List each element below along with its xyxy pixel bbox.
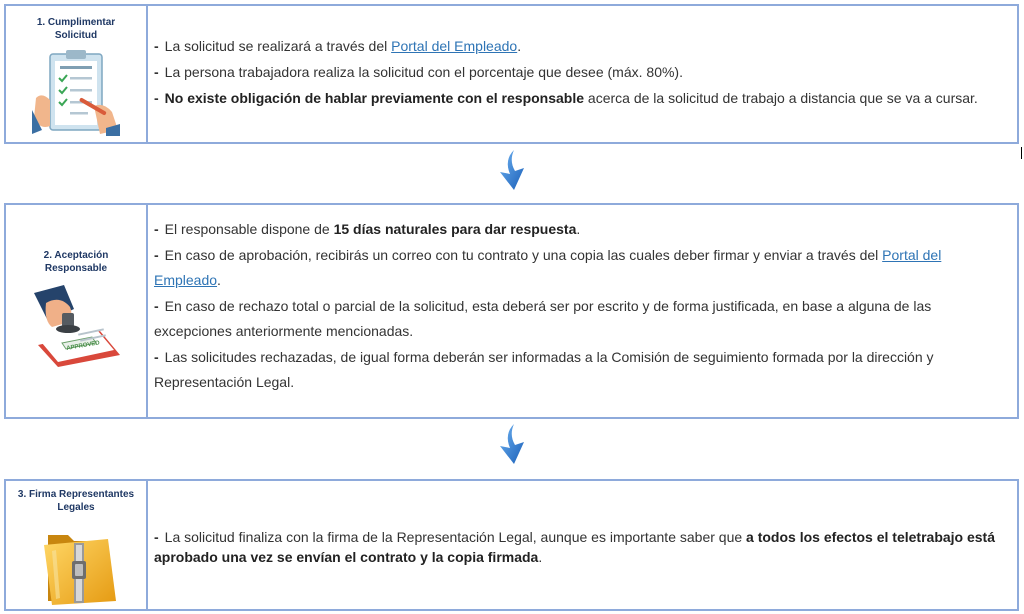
step-1-line-2: - La persona trabajadora realiza la solicitud con el porcentaje que desee (máx. 80%).: [154, 64, 683, 80]
down-arrow-icon: [494, 148, 530, 192]
down-arrow-icon: [494, 422, 530, 466]
step-1-line-3: - No existe obligación de hablar previamente con el responsable acerca de la solicitud de trabajo a distancia que se va a cursar.: [154, 90, 978, 106]
step-2-title-line-1: 2. Aceptación: [43, 250, 109, 261]
text-cursor: [1021, 147, 1022, 159]
step-3-line-1: - La solicitud finaliza con la firma de la Representación Legal, aunque es importante saber que a todos los efectos el teletrabajo está aprobado una vez se envían el contrato y la copia firmada.: [154, 529, 996, 565]
approval-stamp-icon: [32, 285, 124, 367]
portal-empleado-link-2-cont[interactable]: Empleado: [154, 272, 218, 288]
step-1-title: [6, 16, 146, 42]
step-2-line-3: - En caso de rechazo total o parcial de la solicitud, esta deberá ser por escrito y de forma justificada, en base a alguna de las excepciones anteriormente mencionadas.: [154, 297, 932, 339]
portal-empleado-link-1[interactable]: Portal del Empleado: [391, 38, 518, 54]
stamp-text: APPROVED: [66, 340, 101, 353]
step-3-title-line-1: 3. Firma Representantes: [17, 489, 135, 500]
step-2-line-1: - El responsable dispone de 15 días naturales para dar respuesta.: [154, 221, 581, 237]
step-3-box: [4, 479, 1019, 611]
step-1-content: [154, 33, 1013, 111]
step-2-left-panel: [6, 205, 148, 417]
step-2-content: [154, 217, 1013, 396]
step-3-title-line-2: Legales: [57, 502, 95, 513]
step-2-title-line-2: Responsable: [44, 263, 108, 274]
step-1-title-line-1: 1. Cumplimentar: [36, 17, 116, 28]
step-2-title: [6, 249, 146, 275]
step-3-title: [6, 488, 146, 514]
step-3-left-panel: [6, 481, 148, 609]
step-2-line-2: - En caso de aprobación, recibirás un correo con tu contrato y una copia las cuales deber firmar y enviar a través del Portal del Empleado.: [154, 246, 942, 288]
step-1-box: [4, 4, 1019, 144]
step-1-line-1: - La solicitud se realizará a través del Portal del Empleado.: [154, 38, 522, 54]
clipboard-checklist-icon: [32, 48, 120, 136]
portal-empleado-link-2[interactable]: Portal del: [882, 246, 942, 263]
step-2-box: [4, 203, 1019, 419]
zipped-folder-icon: [40, 521, 120, 605]
step-1-left-panel: [6, 6, 148, 142]
step-2-line-4: - Las solicitudes rechazadas, de igual forma deberán ser informadas a la Comisión de seguimiento formada por la dirección y Representación Legal.: [154, 348, 934, 390]
step-3-content: [154, 527, 1013, 567]
step-1-title-line-2: Solicitud: [54, 30, 98, 41]
